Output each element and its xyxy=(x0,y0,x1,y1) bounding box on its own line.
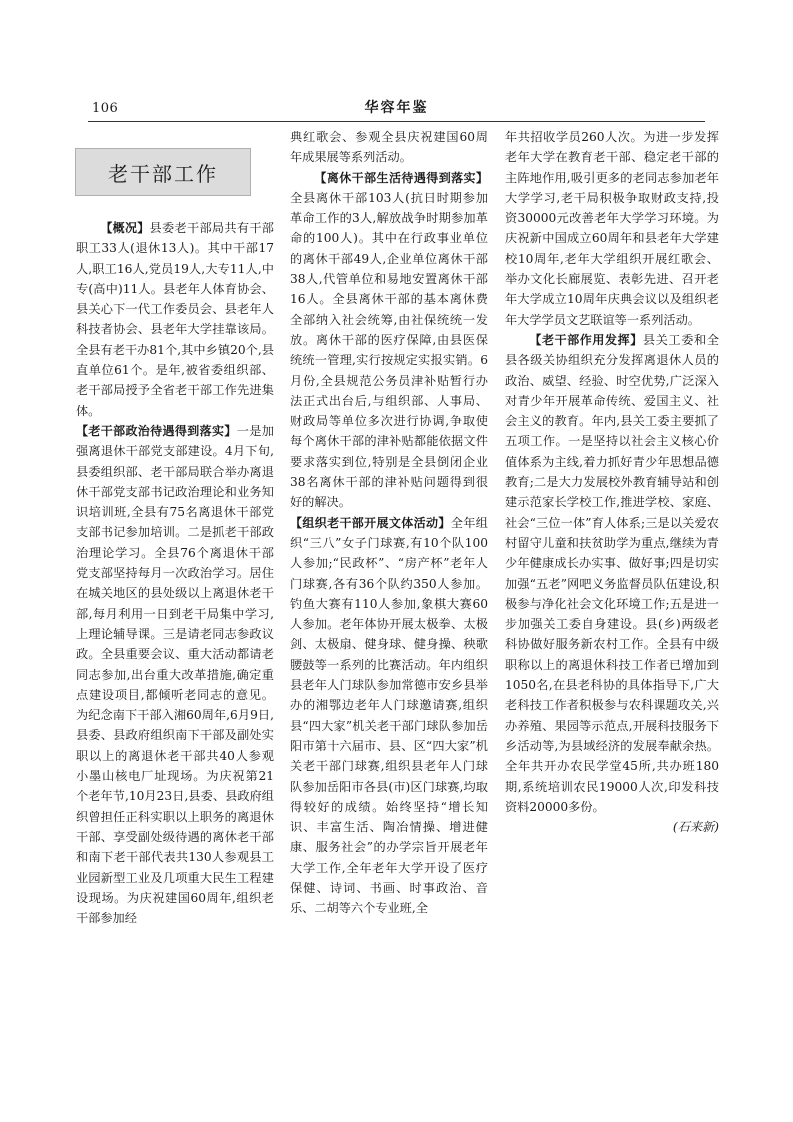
subheading-role: 【老干部作用发挥】 xyxy=(529,332,643,347)
paragraph-activities xyxy=(290,513,488,919)
paragraph-political xyxy=(76,421,274,928)
column-2 xyxy=(290,127,488,919)
column-1 xyxy=(76,218,274,928)
role-text: 县关工委和全县各级关协组织充分发挥离退休人员的政治、威望、经验、时空优势,广泛深入对青少年开展革命传统、爱国主义、社会主义的教育。年内,县关工委主要抓了五项工作。一是坚持以社会主义核心价值体系为主线,着力抓好青少年思想品德教育;二是大力发展校外教育辅导站和创建示范家长学校工作,推进学校、家庭、社会“三位一体”育人体系;三是以关爱农村留守儿童和扶贫助学为重点,继续为青少年健康成长办实事、做好事;四是切实加强“五老”网吧义务监督员队伍建设,积极参与净化社会文化环境工作;五是进一步加强关工委自身建设。县(乡)两级老科协做好服务新农村工作。全县有中级职称以上的离退休科技工作者已增加到1050名,在县老科协的具体指导下,广大老科技工作者积极参与农科课题攻关,兴办养殖、果园等示范点,开展科技服务下乡活动等,为县域经济的发展奉献余热。全年共开办农民学堂45所,共办班180期,系统培训农民19000人次,印发科技资料20000多份。 xyxy=(505,332,719,814)
paragraph-living xyxy=(290,168,488,513)
running-header-title: 华容年鉴 xyxy=(364,100,429,116)
activities-text: 全年组织“三八”女子门球赛,有10个队100人参加;“民政杯”、“房产杯”老年人门球赛,各有36个队约350人参加。钓鱼大赛有110人参加,象棋大赛60人参加。老年体协开展太极拳、太极剑、太极扇、健身球、健身操、秧歌腰鼓等一系列的比赛活动。年内组织县老年人门球队参加常德市安乡县举办的湘鄂边老年人门球邀请赛,组织县“四大家”机关老干部门球队参加岳阳市第十六届市、县、区“四大家”机关老干部门球赛,组织县老年人门球队参加岳阳市各县(市)区门球赛,均取得较好的成绩。始终坚持“增长知识、丰富生活、陶冶情操、增进健康、服务社会”的办学宗旨开展老年大学工作,全年老年大学开设了医疗保健、诗词、书画、时事政治、音乐、二胡等六个专业班,全 xyxy=(290,515,488,916)
subheading-living: 【离休干部生活待遇得到落实】 xyxy=(314,170,488,185)
section-title: 老干部工作 xyxy=(75,148,251,196)
page-number: 106 xyxy=(92,101,119,116)
paragraph-overview xyxy=(76,218,274,421)
column-3 xyxy=(505,127,719,837)
paragraph-university: 年共招收学员260人次。为进一步发挥老年大学在教育老干部、稳定老干部的主阵地作用,吸引更多的老同志参加老年大学学习,老干局积极争取财政支持,投资30000元改善老年大学学习环境。为庆祝新中国成立60周年和县老年大学建校10周年,老年大学组织开展红歌会、举办文化长廊展览、表彰先进、召开老年大学成立10周年庆典会议以及组织老年大学学员文艺联谊等一系列活动。 xyxy=(505,130,719,327)
paragraph-continued: 典红歌会、参观全县庆祝建国60周年成果展等系列活动。 xyxy=(290,130,488,165)
author-credit: (石来新) xyxy=(672,820,719,835)
subheading-overview: 【概况】 xyxy=(100,221,150,235)
overview-text: 县委老干部局共有干部职工33人(退休13人)。其中干部17人,职工16人,党员19人,大专11人,中专(高中)11人。县老年人体育协会、县关心下一代工作委员会、县老年人科技者协会、县老年大学挂靠该局。全县有老干办81个,其中乡镇20个,县直单位61个。是年,被省委组织部、老干部局授予全省老干部工作先进集体。 xyxy=(76,221,274,418)
political-text: 一是加强离退休干部党支部建设。4月下旬,县委组织部、老干部局联合举办离退休干部党支部书记政治理论和业务知识培训班,全县有75名离退休干部党支部书记参加培训。二是抓老干部政治理论学习。全县76个离退休干部党支部坚持每月一次政治学习。居住在城关地区的县处级以上离退休老干部,每月利用一日到老干局集中学习,上理论辅导课。三是请老同志参政议政。全县重要会议、重大活动都请老同志参加,出台重大改革措施,确定重点建设项目,都倾听老同志的意见。为纪念南下干部入湘60周年,6月9日,县委、县政府组织南下干部及副处实职以上的离退休老干部共40人参观小墨山核电厂址现场。为庆祝第21个老年节,10月23日,县委、县政府组织曾担任正科实职以上职务的离退休干部、享受副处级待遇的离休老干部和南下老干部代表共130人参观县工业园新型工业及几项重大民生工程建设现场。为庆祝建国60周年,组织老干部参加经 xyxy=(76,423,274,926)
paragraph-role xyxy=(505,330,719,817)
subheading-political: 【老干部政治待遇得到落实】 xyxy=(76,423,237,438)
header-rule xyxy=(88,121,705,122)
subheading-activities: 【组织老干部开展文体活动】 xyxy=(290,515,451,530)
living-text: 全县离休干部103人(抗日时期参加革命工作的3人,解放战争时期参加革命的100人)。其中在行政事业单位的离休干部49人,企业单位离休干部38人,代管单位和易地安置离休干部16人。全县离休干部的基本离休费全部纳入社会统筹,由社保统统一发放。离休干部的医疗保障,由县医保统统一管理,实行按规定实报实销。6月份,全县规范公务员津补贴暂行办法正式出台后,与组织部、人事局、财政局等单位多次进行协调,争取使每个离休干部的津补贴都能依据文件要求落实到位,特别是全县倒闭企业38名离休干部的津补贴问题得到很好的解决。 xyxy=(290,190,488,510)
